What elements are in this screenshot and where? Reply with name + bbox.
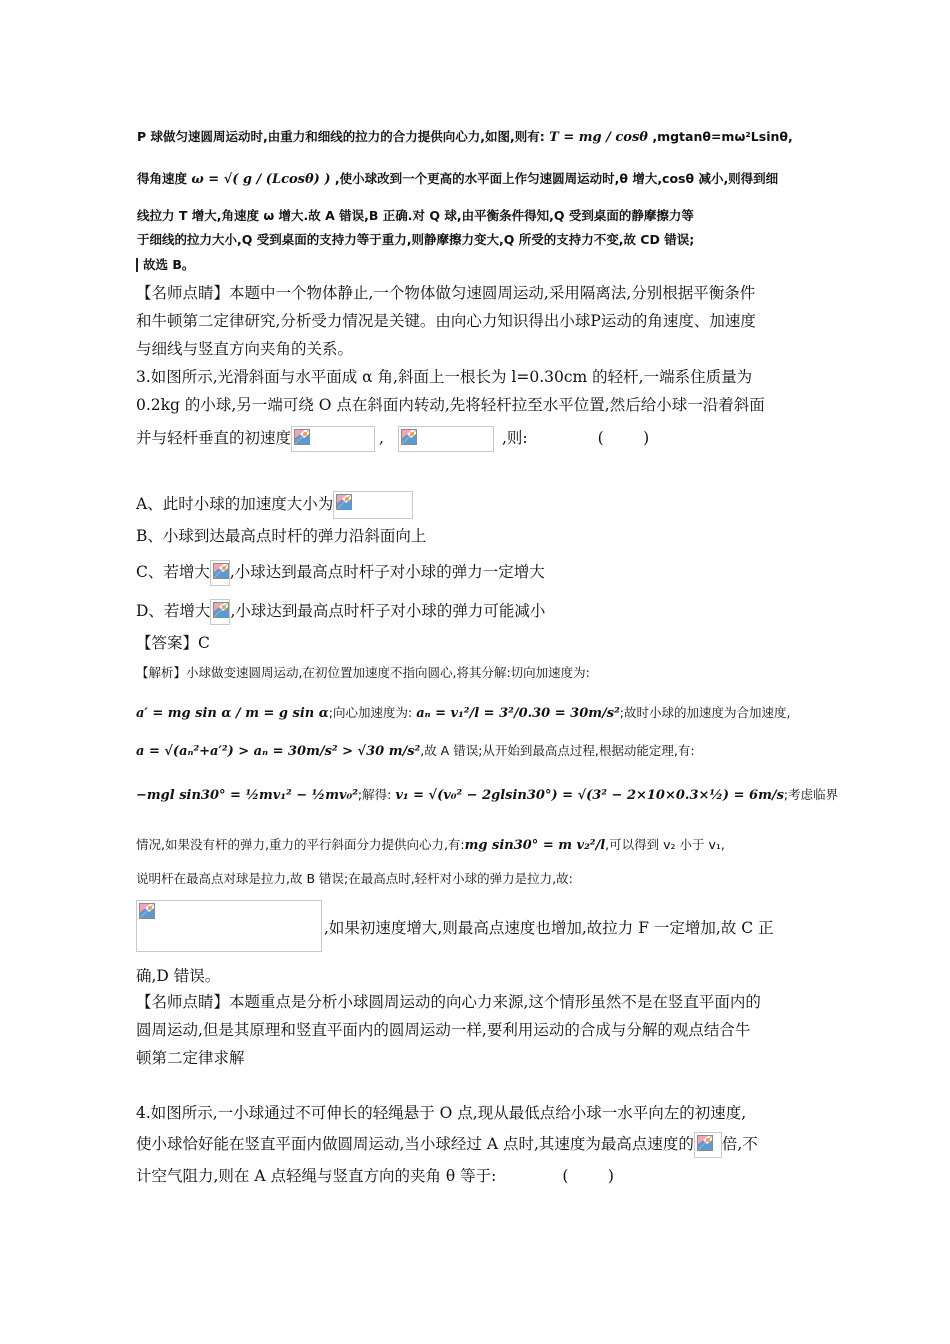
tangential-accel-formula: a′ = mg sin α / m = g sin α [136,706,329,721]
prev-solution-line-1: P 球做匀速圆周运动时,由重力和细线的拉力的合力提供向心力,如图,则有: T = mg / cosθ ,mgtanθ=mω²Lsinθ, [137,129,793,145]
tip-paragraph-line: 圆周运动,但是其原理和竖直平面内的圆周运动一样,要利用运动的合成与分解的观点结合牛 [136,1021,751,1039]
text-cursor [136,258,138,272]
q3-analysis-line-4: −mgl sin30° = ½mv₁² − ½mv₀²;解得: v₁ = √(v₀² − 2glsin30°) = √(3² − 2×10×0.3×½) = 6m/s;考虑临界 [136,787,839,803]
prev-solution-line-2: 得角速度 ω = √( g / (Lcosθ) ) ,使小球改到一个更高的水平面上作匀速圆周运动时,θ 增大,cosθ 减小,则得到细 [137,171,779,187]
prev-solution-line-4: 于细线的拉力大小,Q 受到桌面的支持力等于重力,则静摩擦力变大,Q 所受的支持力不变,故 CD 错误; [137,232,695,247]
broken-image-force-formula [136,900,322,952]
broken-image-v0-2 [398,426,494,452]
broken-image-icon [139,903,155,919]
q3-stem-line: 3.如图所示,光滑斜面与水平面成 α 角,斜面上一根长为 l=0.30cm 的轻杆,一端系住质量为 [136,368,753,386]
broken-image-v0-d [210,599,230,625]
q3-option-d: D、若增大 ,小球达到最高点时杆子对小球的弹力可能减小 [136,599,545,625]
q3-analysis-line-8: 确,D 错误。 [136,967,221,985]
tip-paragraph-line: 与细线与竖直方向夹角的关系。 [136,340,354,358]
q3-analysis-line-6: 说明杆在最高点对球是拉力,故 B 错误;在最高点时,轻杆对小球的弹力是拉力,故: [136,871,573,886]
q3-stem-line: 0.2kg 的小球,另一端可绕 O 点在斜面内转动,先将轻杆拉至水平位置,然后给小球一沿着斜面 [136,396,765,414]
q3-option-b: B、小球到达最高点时杆的弹力沿斜面向上 [136,527,427,545]
prev-solution-line-3: 线拉力 T 增大,角速度 ω 增大.故 A 错误,B 正确.对 Q 球,由平衡条件得知,Q 受到桌面的静摩擦力等 [137,208,694,223]
q3-analysis-line-7: ,如果初速度增大,则最高点速度也增加,故拉力 F 一定增加,故 C 正 [324,919,774,937]
q3-analysis-line-3: a = √(aₙ²+a′²) > aₙ = 30m/s² > √30 m/s²,故 A 错误;从开始到最高点过程,根据动能定理,有: [136,743,695,759]
q3-stem-line: 并与轻杆垂直的初速度 , ,则: ( ) [136,426,649,452]
centripetal-accel-formula: aₙ = v₁²/l = 3²/0.30 = 30m/s² [416,706,620,721]
prev-solution-line-5: 故选 B。 [143,257,195,272]
q4-stem-line: 计空气阻力,则在 A 点轻绳与竖直方向的夹角 θ 等于: ( ) [136,1167,614,1185]
q4-stem-line: 使小球恰好能在竖直平面内做圆周运动,当小球经过 A 点时,其速度为最高点速度的 倍,不 [136,1132,758,1158]
broken-image-icon [336,494,352,510]
angular-velocity-formula: ω = √( g / (Lcosθ) ) [191,172,331,187]
critical-formula: mg sin30° = m v₂²/l [464,838,606,853]
tip-paragraph-line: 【名师点睛】本题中一个物体静止,一个物体做匀速圆周运动,采用隔离法,分别根据平衡条件 [136,284,756,302]
broken-image-icon [213,602,229,618]
tip-paragraph-line: 顿第二定律求解 [136,1049,245,1067]
tension-formula: T = mg / cosθ [549,130,648,145]
velocity-solution-formula: v₁ = √(v₀² − 2glsin30°) = √(3² − 2×10×0.3×½) = 6m/s [395,788,784,803]
broken-image-icon [294,429,310,445]
tip-paragraph-line: 和牛顿第二定律研究,分析受力情况是关键。由向心力知识得出小球P运动的角速度、加速度 [136,312,756,330]
tip-paragraph-line: 【名师点睛】本题重点是分析小球圆周运动的向心力来源,这个情形虽然不是在竖直平面内的 [136,993,761,1011]
q3-analysis-line-2: a′ = mg sin α / m = g sin α;向心加速度为: aₙ = v₁²/l = 3²/0.30 = 30m/s²;故时小球的加速度为合加速度, [136,705,791,721]
q3-analysis-line-5: 情况,如果没有杆的弹力,重力的平行斜面分力提供向心力,有:mg sin30° = m v₂²/l,可以得到 v₂ 小于 v₁, [136,837,725,853]
broken-image-icon [213,563,229,579]
broken-image-v0-1 [291,426,375,452]
broken-image-ratio [694,1132,722,1158]
q4-stem-line: 4.如图所示,一小球通过不可伸长的轻绳悬于 O 点,现从最低点给小球一水平向左的初速度, [136,1104,747,1122]
q3-analysis-line-1: 【解析】小球做变速圆周运动,在初位置加速度不指向圆心,将其分解:切向加速度为: [136,665,590,680]
q3-answer: 【答案】C [136,634,210,652]
q3-option-a: A、此时小球的加速度大小为 [136,491,413,519]
broken-image-v0-c [210,560,230,586]
broken-image-accel [333,491,413,519]
q3-option-c: C、若增大 ,小球达到最高点时杆子对小球的弹力一定增大 [136,560,545,586]
total-accel-formula: a = √(aₙ²+a′²) > aₙ = 30m/s² > √30 m/s² [136,744,421,759]
broken-image-icon [401,429,417,445]
broken-image-icon [697,1135,713,1151]
energy-theorem-formula: −mgl sin30° = ½mv₁² − ½mv₀² [136,788,358,803]
